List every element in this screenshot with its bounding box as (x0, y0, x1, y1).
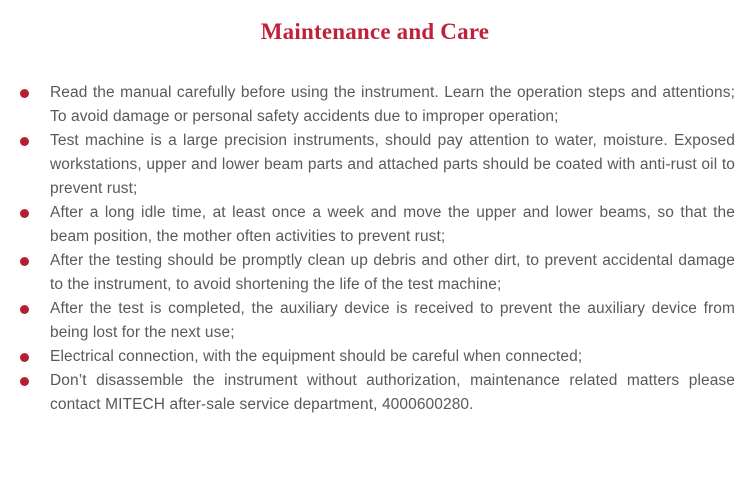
bullet-icon (20, 377, 29, 386)
bullet-icon (20, 137, 29, 146)
list-item-text: Electrical connection, with the equipment should be careful when connected; (50, 348, 583, 365)
bullet-icon (20, 353, 29, 362)
bullet-icon (20, 305, 29, 314)
bullet-icon (20, 257, 29, 266)
list-item-text: Test machine is a large precision instruments, should pay attention to water, moisture. Exposed workstations, upper and lower beam parts and attached parts should be coated with anti-rust oil to prevent rust; (50, 132, 735, 197)
list-item (0, 297, 750, 345)
maintenance-instructions-list (0, 81, 750, 417)
list-item-text: After the test is completed, the auxiliary device is received to prevent the auxiliary device from being lost for the next use; (50, 300, 735, 341)
bullet-icon (20, 209, 29, 218)
list-item (0, 345, 750, 369)
page-title: Maintenance and Care (260, 19, 490, 44)
list-item (0, 81, 750, 129)
list-item (0, 129, 750, 201)
bullet-icon (20, 89, 29, 98)
list-item-text: Don’t disassemble the instrument without authorization, maintenance related matters please contact MITECH after-sale service department, 4000600280. (50, 372, 735, 413)
list-item (0, 201, 750, 249)
list-item-text: Read the manual carefully before using the instrument. Learn the operation steps and attentions; To avoid damage or personal safety accidents due to improper operation; (50, 84, 735, 125)
list-item-text: After the testing should be promptly clean up debris and other dirt, to prevent accidental damage to the instrument, to avoid shortening the life of the test machine; (50, 252, 735, 293)
list-item-text: After a long idle time, at least once a week and move the upper and lower beams, so that the beam position, the mother often activities to prevent rust; (50, 204, 735, 245)
list-item (0, 249, 750, 297)
list-item (0, 369, 750, 417)
